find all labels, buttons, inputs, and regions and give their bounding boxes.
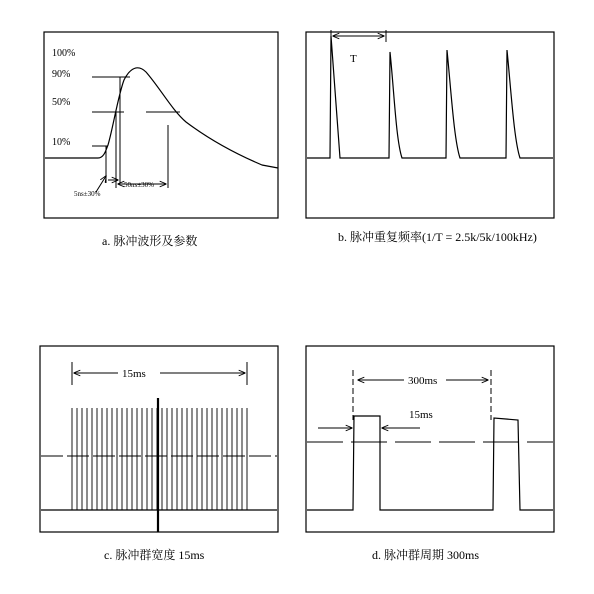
label-90-percent: 90% bbox=[52, 69, 71, 80]
label-50-percent: 50% bbox=[52, 97, 71, 108]
label-10-percent: 10% bbox=[52, 137, 71, 148]
label-half-width: 50ns±30% bbox=[124, 181, 154, 189]
panel-d bbox=[306, 346, 554, 562]
panel-b-frame bbox=[306, 32, 554, 218]
caption-b: b. 脉冲重复频率(1/T = 2.5k/5k/100kHz) bbox=[338, 230, 537, 244]
label-rise-time: 5ns±30% bbox=[74, 190, 101, 198]
label-burst-period: 300ms bbox=[408, 375, 438, 387]
panel-c bbox=[40, 346, 278, 562]
label-100-percent: 100% bbox=[52, 48, 76, 59]
label-burst-width-d: 15ms bbox=[409, 409, 433, 421]
burst-period-waveform bbox=[307, 416, 553, 510]
label-period-t: T bbox=[350, 53, 357, 65]
panel-a bbox=[44, 32, 278, 248]
panel-b bbox=[306, 30, 554, 244]
panel-d-frame bbox=[306, 346, 554, 532]
pulse-waveform bbox=[45, 68, 278, 168]
burst-pulse-lines bbox=[72, 408, 247, 510]
label-burst-width: 15ms bbox=[122, 368, 146, 380]
caption-c: c. 脉冲群宽度 15ms bbox=[104, 548, 205, 562]
caption-a: a. 脉冲波形及参数 bbox=[102, 234, 198, 248]
caption-d: d. 脉冲群周期 300ms bbox=[372, 548, 480, 562]
pulse-train-waveform bbox=[307, 36, 553, 158]
